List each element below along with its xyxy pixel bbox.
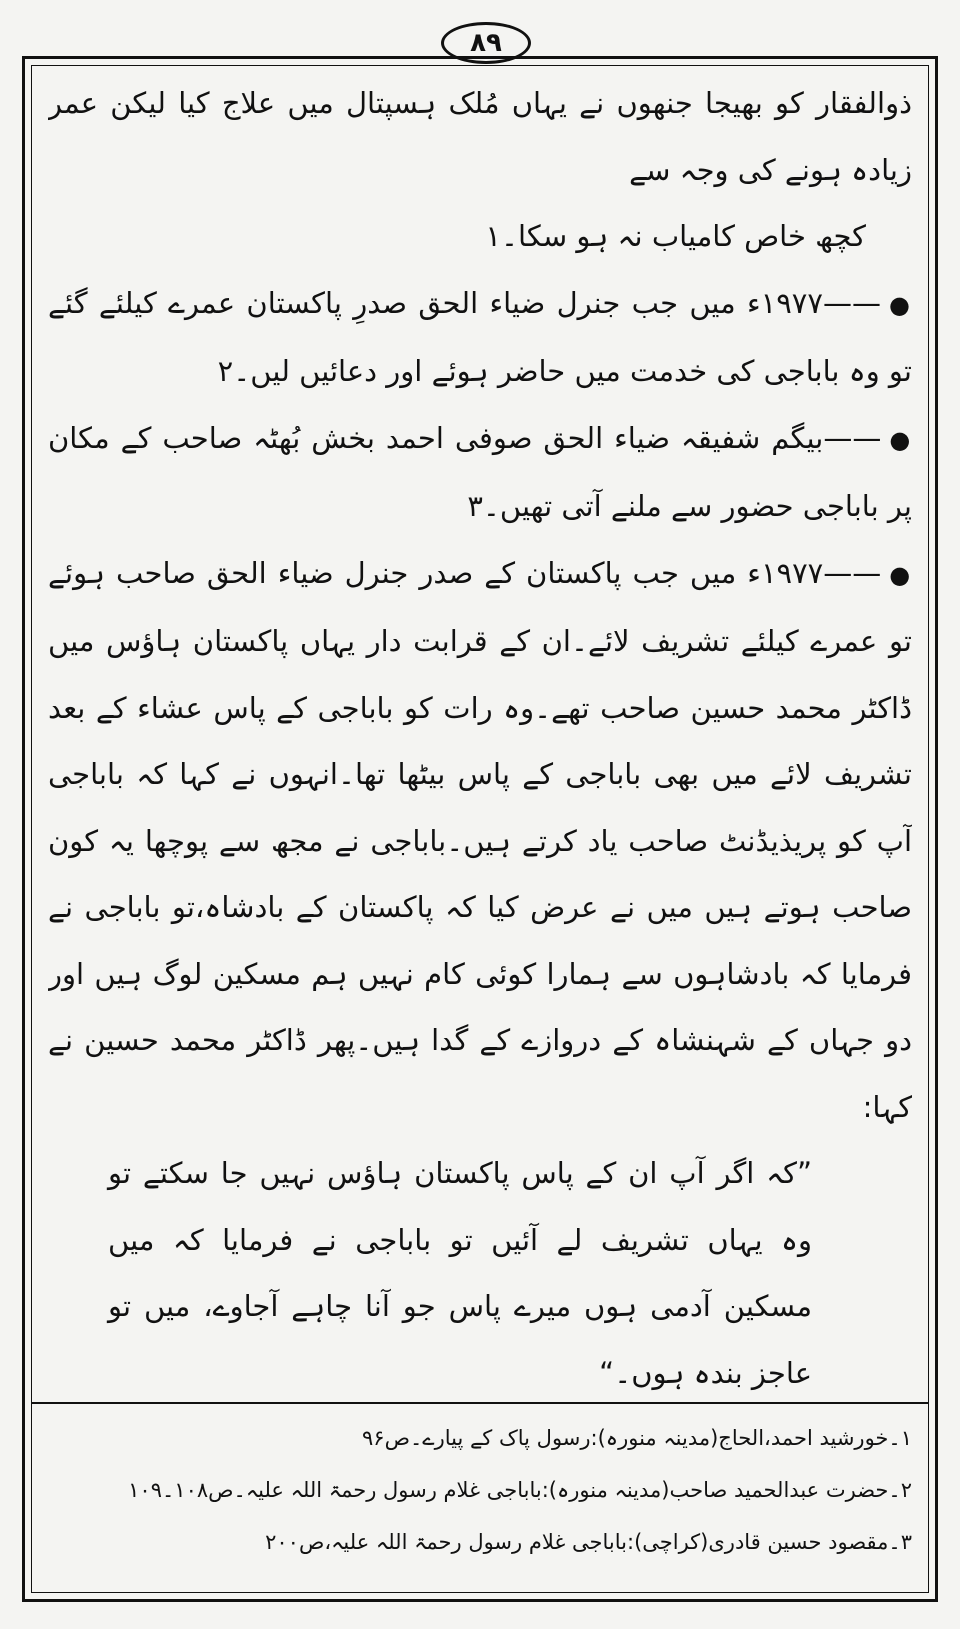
footnote-divider bbox=[31, 1402, 929, 1404]
footnote-3: ۳۔مقصود حسین قادری(کراچی):باباجی غلام رسول رحمۃ اللہ علیہ،ص۲۰۰ bbox=[265, 1530, 912, 1554]
em-dash: —— bbox=[823, 420, 882, 455]
footnote-2: ۲۔حضرت عبدالحمید صاحب(مدینہ منورہ):باباجی غلام رسول رحمۃ اللہ علیہ۔ص۱۰۸۔۱۰۹ bbox=[128, 1478, 912, 1502]
paragraph-4: ●——۱۹۷۷ء میں جب پاکستان کے صدر جنرل ضیاء الحق صاحب ہوئے تو عمرے کیلئے تشریف لائے۔ان کے قرابت دار یہاں پاکستان ہاؤس میں ڈاکٹر محمد حسین صاحب تھے۔وہ رات کو باباجی کے پاس عشاء کے بعد تشریف لائے میں بھی باباجی کے پاس بیٹھا تھا۔انہوں نے کہا کہ باباجی آپ کو پریذیڈنٹ صاحب یاد کرتے ہیں۔باباجی نے مجھ سے پوچھا یہ کون صاحب ہوتے ہیں میں نے عرض کیا کہ پاکستان کے بادشاہ،تو باباجی نے فرمایا کہ بادشاہوں سے ہمارا کوئی کام نہیں ہم مسکین لوگ ہیں اور دو جہاں کے شہنشاہ کے دروازے کے گدا ہیں۔پھر ڈاکٹر محمد حسین نے کہا: bbox=[48, 555, 912, 1124]
em-dash: —— bbox=[822, 285, 881, 320]
bullet-icon: ● bbox=[889, 425, 912, 454]
paragraph-1: ذوالفقار کو بھیجا جنھوں نے یہاں مُلک ہسپتال میں علاج کیا لیکن عمر زیادہ ہونے کی وجہ سے bbox=[48, 86, 912, 187]
paragraph-1-continued: کچھ خاص کامیاب نہ ہو سکا۔۱ bbox=[485, 219, 866, 253]
paragraph-3: ●——بیگم شفیقہ ضیاء الحق صوفی احمد بخش بُھٹہ صاحب کے مکان پر باباجی حضور سے ملنے آتی تھیں۔۳ bbox=[48, 420, 912, 523]
footnote-1: ۱۔خورشید احمد،الحاج(مدینہ منورہ):رسول پاک کے پیارے۔ص۹۶ bbox=[362, 1426, 912, 1450]
quotation: ”کہ اگر آپ ان کے پاس پاکستان ہاؤس نہیں جا سکتے تو وہ یہاں تشریف لے آئیں تو باباجی نے فرمایا کہ میں مسکین آدمی ہوں میرے پاس جو آنا چاہے آجاوے، میں تو عاجز بندہ ہوں۔“ bbox=[108, 1156, 812, 1390]
footnotes bbox=[48, 1412, 912, 1584]
main-text bbox=[48, 70, 912, 1400]
em-dash: —— bbox=[823, 555, 882, 590]
bullet-icon: ● bbox=[888, 290, 912, 319]
paragraph-2: ●——۱۹۷۷ء میں جب جنرل ضیاء الحق صدرِ پاکستان عمرے کیلئے گئے تو وہ باباجی کی خدمت میں حاضر ہوئے اور دعائیں لیں۔۲ bbox=[48, 285, 912, 388]
page-number: ۸۹ bbox=[441, 22, 531, 64]
bullet-icon: ● bbox=[889, 560, 912, 589]
